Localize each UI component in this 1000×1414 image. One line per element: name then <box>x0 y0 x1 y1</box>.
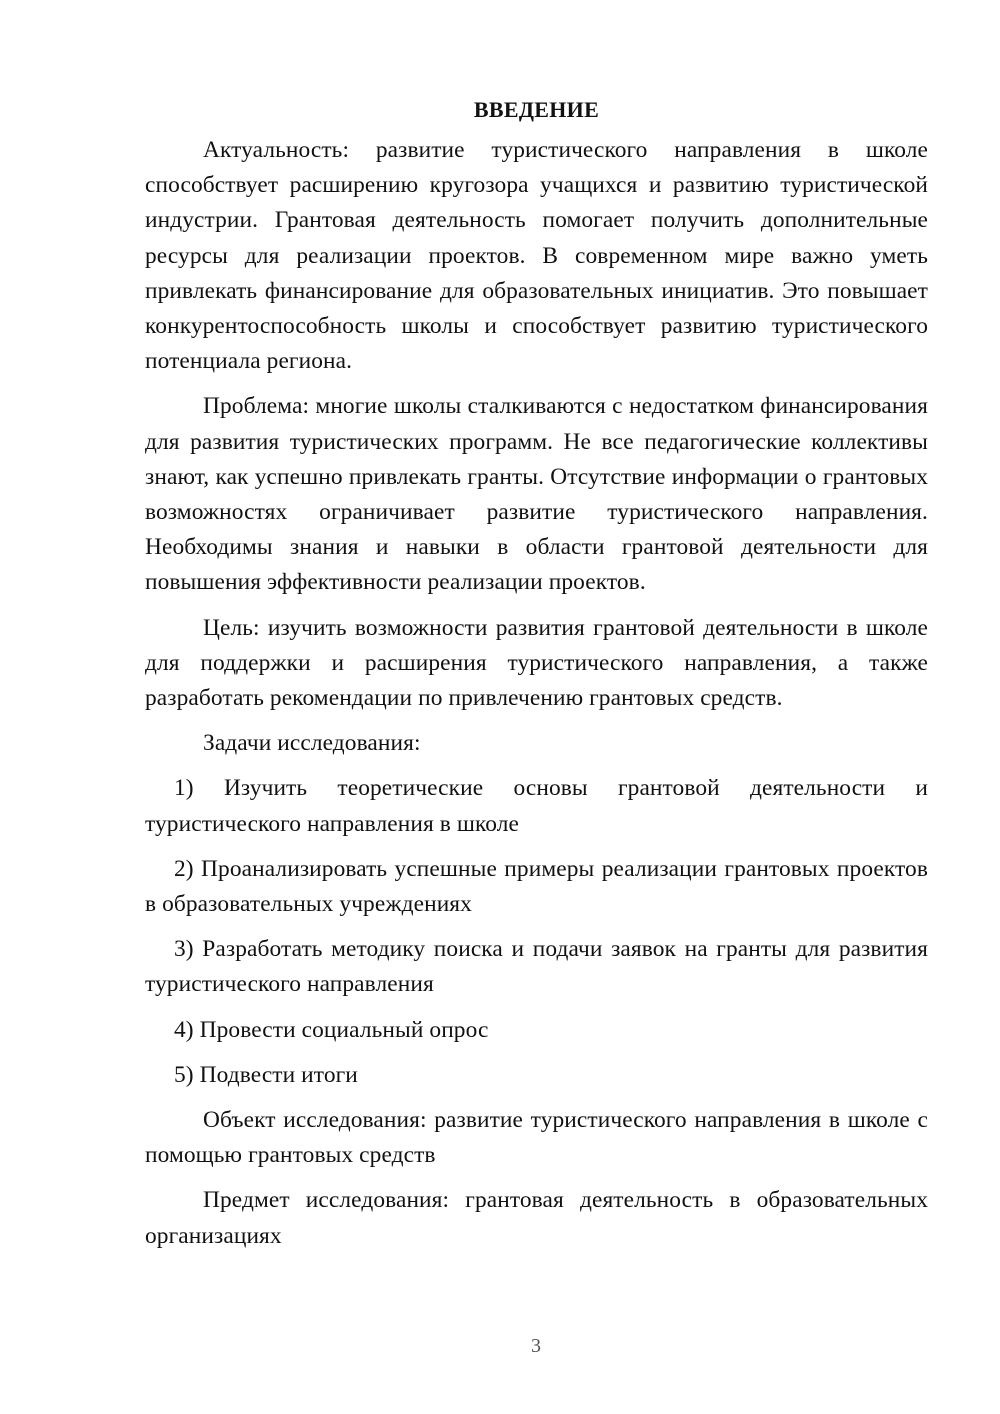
page-content <box>145 92 928 1264</box>
page-number: 3 <box>531 1335 541 1357</box>
paragraph-tasks-intro: Задачи исследования: <box>203 730 421 757</box>
task-item-4: 4) Провести социальный опрос <box>174 1016 489 1043</box>
task-item-2: 2) Проанализировать успешные примеры реализации грантовых проектов в образовательных учреждениях <box>145 855 928 918</box>
paragraph-problem: Проблема: многие школы сталкиваются с недостатком финансирования для развития туристических программ. Не все педагогические коллективы знают, как успешно привлекать гранты. Отсутствие информации о грантовых возможностях ограничивает развитие туристического направления. Необходимы знания и навыки в области грантовой деятельности для повышения эффективности реализации проектов. <box>145 393 928 596</box>
task-item-1: 1) Изучить теоретические основы грантовой деятельности и туристического направления в школе <box>145 775 928 837</box>
page-title: ВВЕДЕНИЕ <box>473 97 600 122</box>
paragraph-relevance: Актуальность: развитие туристического направления в школе способствует расширению кругозора учащихся и развитию туристической индустрии. Грантовая деятельность помогает получить дополнительные ресурсы для реализации проектов. В современном мире важно уметь привлекать финансирование для образовательных инициатив. Это повышает конкурентоспособность школы и способствует развитию туристического потенциала региона. <box>145 137 928 375</box>
task-item-5: 5) Подвести итоги <box>174 1061 358 1088</box>
paragraph-object: Объект исследования: развитие туристического направления в школе с помощью грантовых средств <box>145 1107 928 1169</box>
paragraph-goal: Цель: изучить возможности развития грантовой деятельности в школе для поддержки и расширения туристического направления, а также разработать рекомендации по привлечению грантовых средств. <box>145 614 928 712</box>
paragraph-subject: Предмет исследования: грантовая деятельность в образовательных организациях <box>145 1187 928 1249</box>
task-item-3: 3) Разработать методику поиска и подачи заявок на гранты для развития туристического направления <box>145 936 928 998</box>
